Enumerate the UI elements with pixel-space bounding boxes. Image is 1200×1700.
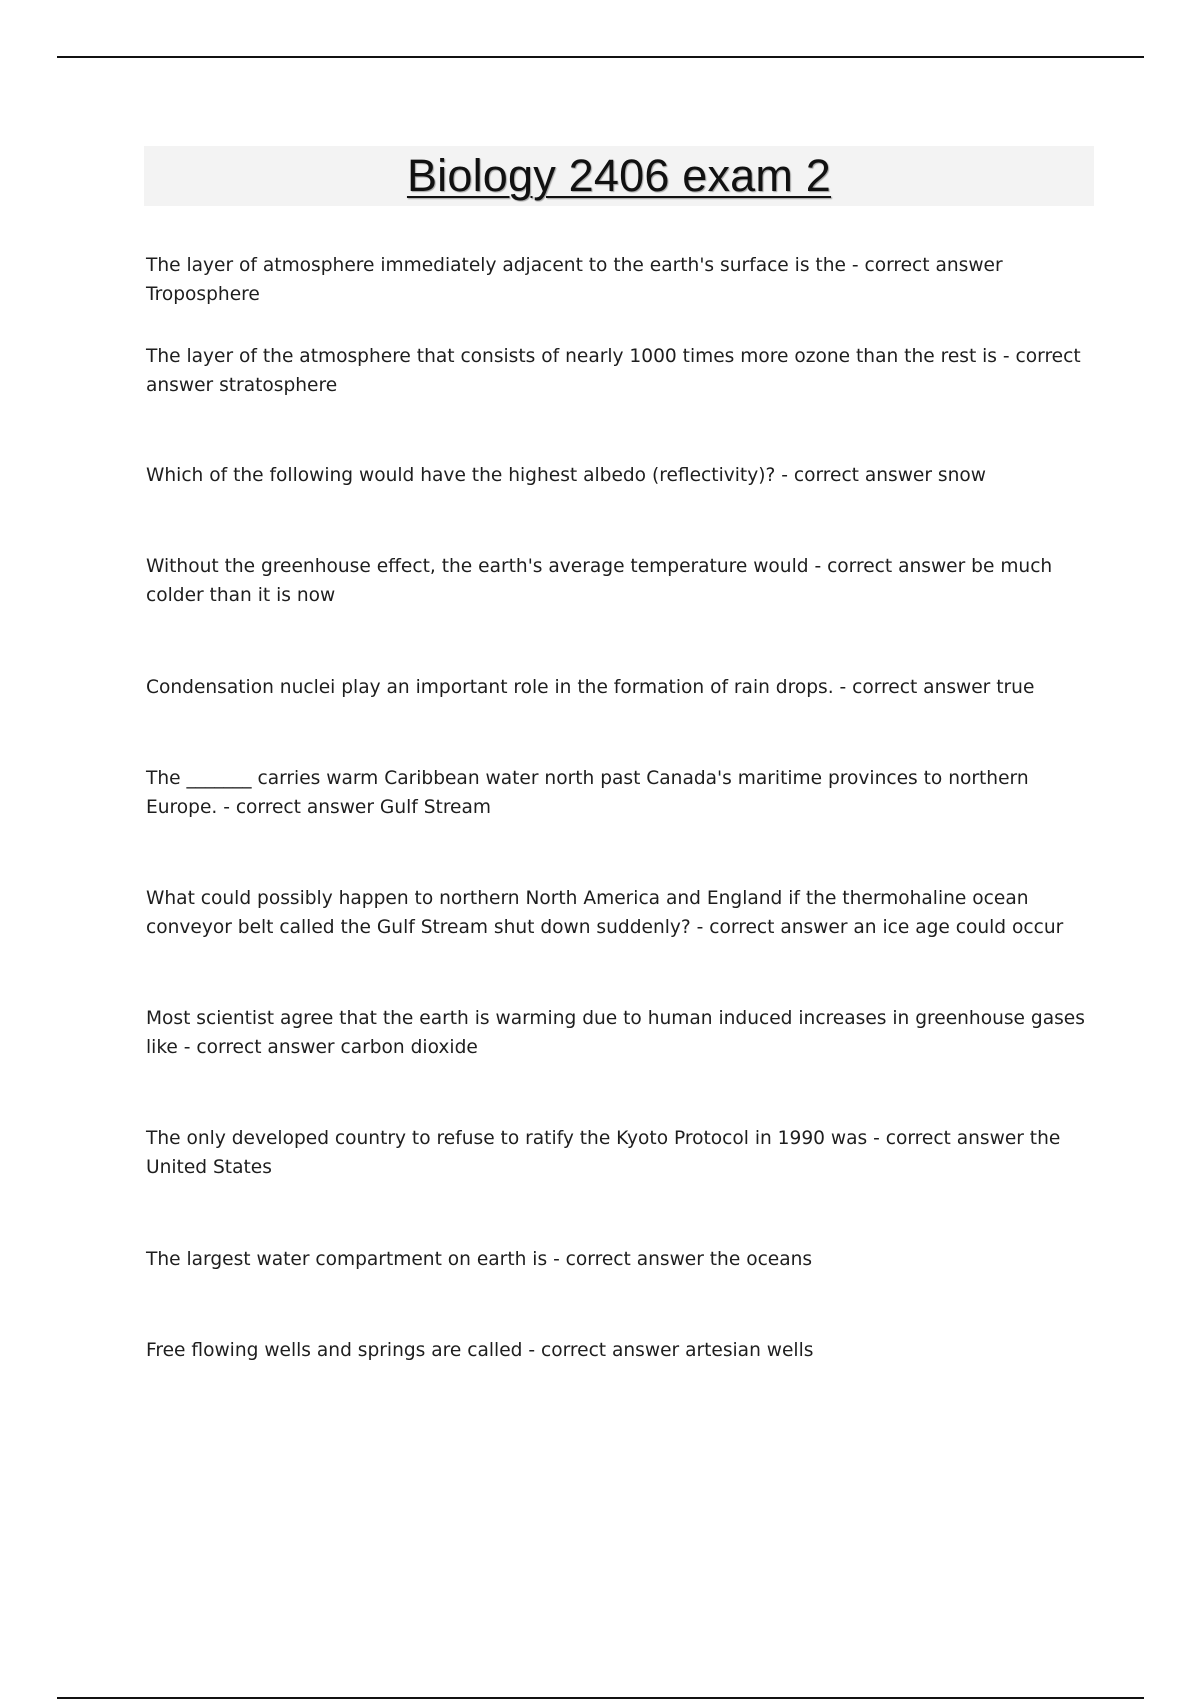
question-answer-1: The layer of atmosphere immediately adjacent to the earth's surface is the - correct answer Troposphere [146, 255, 1003, 305]
footer-rule [57, 1697, 1144, 1699]
question-answer-5: Condensation nuclei play an important role in the formation of rain drops. - correct answer true [146, 677, 1035, 698]
question-answer-4: Without the greenhouse effect, the earth's average temperature would - correct answer be much colder than it is now [146, 556, 1053, 606]
document-title: Biology 2406 exam 2 [406, 150, 832, 201]
title-band [144, 146, 1094, 206]
question-answer-8: Most scientist agree that the earth is warming due to human induced increases in greenhouse gases like - correct answer carbon dioxide [146, 1008, 1085, 1058]
header-rule [57, 56, 1144, 58]
question-answer-2: The layer of the atmosphere that consists of nearly 1000 times more ozone than the rest is - correct answer stratosphere [146, 346, 1081, 396]
question-answer-6: The _______ carries warm Caribbean water north past Canada's maritime provinces to northern Europe. - correct answer Gulf Stream [146, 768, 1029, 818]
question-answer-9: The only developed country to refuse to ratify the Kyoto Protocol in 1990 was - correct answer the United States [146, 1128, 1061, 1178]
question-answer-3: Which of the following would have the highest albedo (reflectivity)? - correct answer snow [146, 465, 986, 486]
question-answer-10: The largest water compartment on earth is - correct answer the oceans [146, 1249, 813, 1270]
question-answer-7: What could possibly happen to northern North America and England if the thermohaline ocean conveyor belt called the Gulf Stream shut down suddenly? - correct answer an ice age could occur [146, 888, 1064, 938]
question-answer-11: Free flowing wells and springs are called - correct answer artesian wells [146, 1340, 814, 1361]
